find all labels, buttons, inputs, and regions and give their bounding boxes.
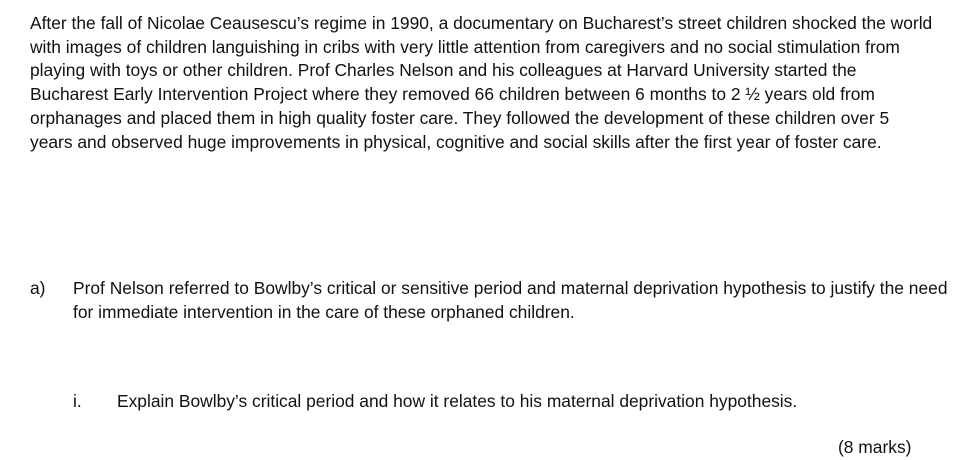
question-a-label: a) xyxy=(30,278,46,298)
question-a xyxy=(30,277,960,324)
question-a-i-label: i. xyxy=(73,391,82,411)
document-page xyxy=(30,12,960,411)
question-a-text: Prof Nelson referred to Bowlby’s critical or sensitive period and maternal deprivation hypothesis to justify the need for immediate intervention in the care of these orphaned children. xyxy=(73,278,948,322)
question-a-i xyxy=(30,390,960,414)
question-a-i-marks: (8 marks) xyxy=(838,437,912,457)
intro-paragraph: After the fall of Nicolae Ceausescu’s regime in 1990, a documentary on Bucharest’s street children shocked the world with images of children languishing in cribs with very little attention from caregivers and no social stimulation from playing with toys or other children. Prof Charles Nelson and his colleagues at Harvard University started the Bucharest Early Intervention Project where they removed 66 children between 6 months to 2 ½ years old from orphanages and placed them in high quality foster care. They followed the development of these children over 5 years and observed huge improvements in physical, cognitive and social skills after the first year of foster care. xyxy=(30,13,933,152)
question-a-i-text: Explain Bowlby’s critical period and how it relates to his maternal deprivation hypothesis. xyxy=(117,391,798,411)
